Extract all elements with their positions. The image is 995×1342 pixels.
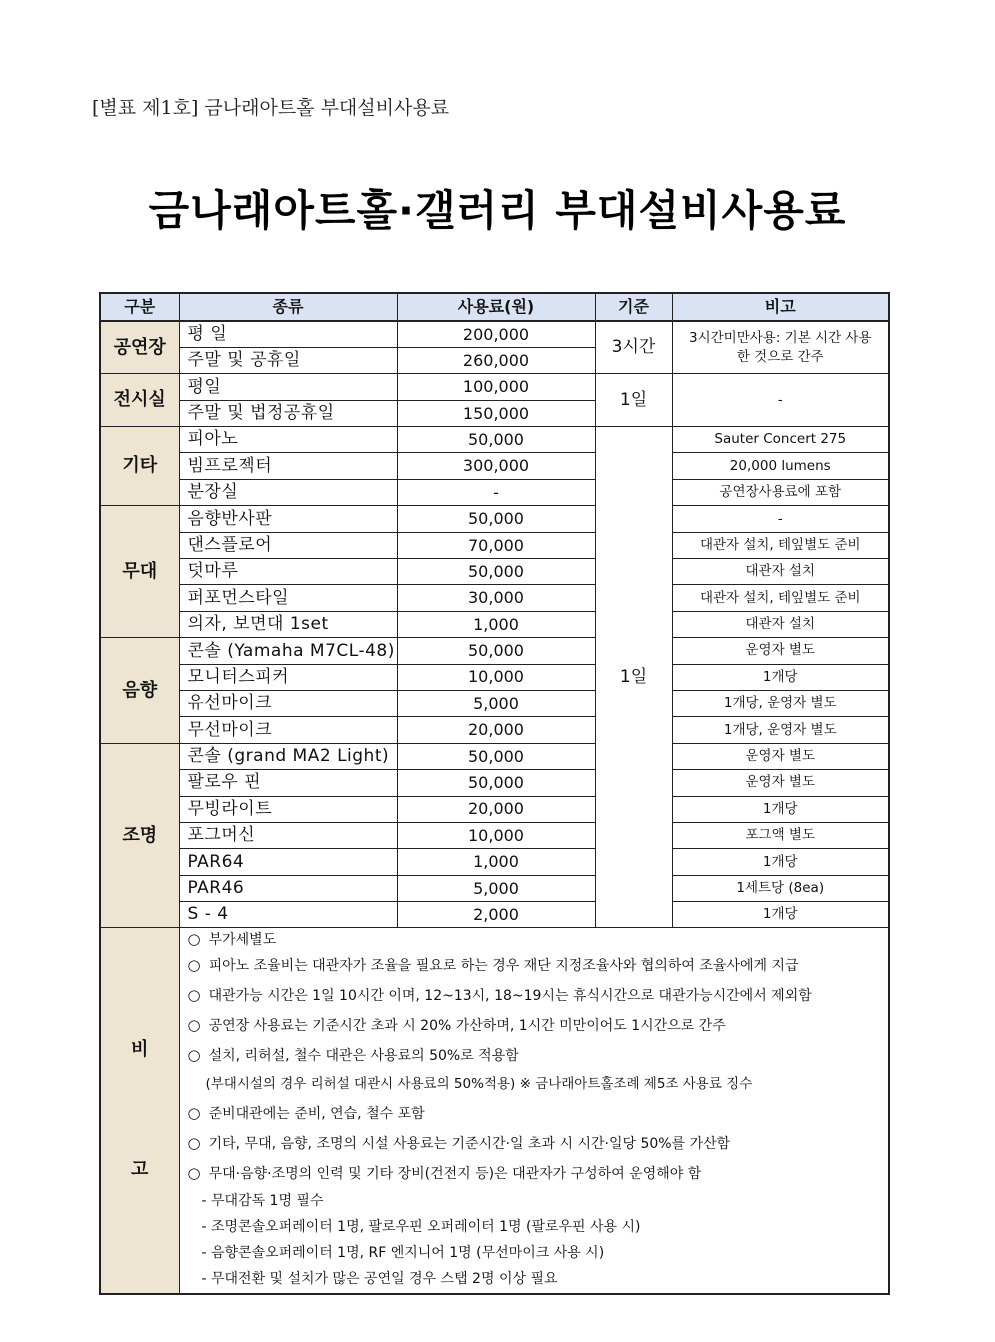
table-row	[100, 453, 889, 479]
remark-item: ○ 공연장 사용료는 기준시간 초과 시 20% 가산하며, 1시간 미만이어도 1시간으로 간주	[187, 1016, 726, 1035]
basis-cell: 3시간	[595, 321, 672, 374]
fee-cell: 50,000	[397, 506, 595, 532]
fee-cell: 50,000	[397, 638, 595, 664]
fee-cell: 260,000	[397, 347, 595, 373]
remark-item: ○ 준비대관에는 준비, 연습, 철수 포함	[187, 1104, 425, 1123]
note-cell: 1개당, 운영자 별도	[672, 690, 889, 716]
remark-dash-item: - 무대전환 및 설치가 많은 공연일 경우 스탭 2명 이상 필요	[201, 1271, 558, 1288]
remark-item: ○ 설치, 리허설, 철수 대관은 사용료의 50%로 적용함	[187, 1046, 519, 1065]
item-cell: 의자, 보면대 1set	[179, 611, 397, 637]
remarks-label-bottom: 고	[131, 1159, 149, 1181]
item-cell: 모니터스피커	[179, 664, 397, 690]
item-cell: S - 4	[179, 902, 397, 928]
fee-cell: 2,000	[397, 902, 595, 928]
item-cell: 피아노	[179, 427, 397, 453]
note-cell: 1개당, 운영자 별도	[672, 717, 889, 743]
header-note: 비고	[672, 293, 889, 321]
fee-cell: 200,000	[397, 321, 595, 347]
header-fee: 사용료(원)	[397, 293, 595, 321]
note-cell: 대관자 설치	[672, 611, 889, 637]
item-cell: 주말 및 공휴일	[179, 347, 397, 373]
category-cell: 전시실	[100, 374, 179, 427]
remark-item: ○ 대관가능 시간은 1일 10시간 이며, 12~13시, 18~19시는 휴식시간으로 대관가능시간에서 제외함	[187, 986, 812, 1005]
table-header-row	[100, 293, 889, 321]
remark-item: ○ 무대·음향·조명의 인력 및 기타 장비(건전지 등)은 대관자가 구성하여 운영해야 함	[187, 1164, 702, 1183]
fee-cell: 20,000	[397, 796, 595, 822]
fee-cell: 300,000	[397, 453, 595, 479]
circle-bullet-icon: ○	[187, 956, 201, 975]
remark-item: ○ 부가세별도	[187, 930, 277, 949]
item-cell: 댄스플로어	[179, 532, 397, 558]
circle-bullet-icon: ○	[187, 930, 201, 949]
note-cell: 1개당	[672, 902, 889, 928]
fee-cell: 5,000	[397, 690, 595, 716]
table-row	[100, 664, 889, 690]
item-cell: 덧마루	[179, 559, 397, 585]
note-cell: -	[672, 374, 889, 427]
circle-bullet-icon: ○	[187, 986, 201, 1005]
remarks-label-top: 비	[131, 1039, 149, 1061]
remarks-row	[100, 928, 889, 1294]
note-cell: 운영자 별도	[672, 770, 889, 796]
category-cell: 조명	[100, 743, 179, 928]
item-cell: 유선마이크	[179, 690, 397, 716]
fee-cell: 10,000	[397, 822, 595, 848]
table-row	[100, 427, 889, 453]
table-row	[100, 822, 889, 848]
item-cell: 포그머신	[179, 822, 397, 848]
remark-subitem: (부대시설의 경우 리허설 대관시 사용료의 50%적용) ※ 금나래아트홀조례 제5조 사용료 징수	[205, 1076, 753, 1093]
item-cell: 음향반사판	[179, 506, 397, 532]
note-cell: -	[672, 506, 889, 532]
item-cell: 무선마이크	[179, 717, 397, 743]
note-cell: 20,000 lumens	[672, 453, 889, 479]
category-cell: 공연장	[100, 321, 179, 374]
fee-cell: 50,000	[397, 743, 595, 769]
note-cell: 1개당	[672, 664, 889, 690]
remarks-cell	[179, 928, 889, 1294]
table-row	[100, 717, 889, 743]
header-category: 구분	[100, 293, 179, 321]
item-cell: 무빙라이트	[179, 796, 397, 822]
item-cell: 평일	[179, 374, 397, 400]
item-cell: PAR46	[179, 875, 397, 901]
header-type: 종류	[179, 293, 397, 321]
table-row	[100, 374, 889, 400]
basis-cell: 1일	[595, 374, 672, 427]
fee-cell: 5,000	[397, 875, 595, 901]
fee-cell: 1,000	[397, 611, 595, 637]
table-row	[100, 585, 889, 611]
remark-item: ○ 피아노 조율비는 대관자가 조율을 필요로 하는 경우 재단 지정조율사와 협의하여 조율사에게 지급	[187, 956, 799, 975]
item-cell: 빔프로젝터	[179, 453, 397, 479]
fee-cell: 50,000	[397, 559, 595, 585]
circle-bullet-icon: ○	[187, 1134, 201, 1153]
basis-cell: 1일	[595, 427, 672, 928]
table-row	[100, 321, 889, 347]
remarks-label-cell	[100, 928, 179, 1294]
note-cell: 공연장사용료에 포함	[672, 479, 889, 505]
note-cell: 1세트당 (8ea)	[672, 875, 889, 901]
item-cell: 팔로우 핀	[179, 770, 397, 796]
item-cell: 콘솔 (grand MA2 Light)	[179, 743, 397, 769]
note-cell: 대관자 설치	[672, 559, 889, 585]
table-row	[100, 611, 889, 637]
table-row	[100, 690, 889, 716]
note-cell: 대관자 설치, 테잎별도 준비	[672, 532, 889, 558]
fee-cell: 30,000	[397, 585, 595, 611]
circle-bullet-icon: ○	[187, 1164, 201, 1183]
table-row	[100, 506, 889, 532]
table-row	[100, 902, 889, 928]
fee-cell: 1,000	[397, 849, 595, 875]
note-cell: 1개당	[672, 849, 889, 875]
table-row	[100, 479, 889, 505]
category-cell: 기타	[100, 427, 179, 506]
note-cell: 3시간미만사용: 기본 시간 사용한 것으로 간주	[672, 321, 889, 374]
note-cell: 운영자 별도	[672, 743, 889, 769]
fee-cell: 50,000	[397, 427, 595, 453]
table-row	[100, 849, 889, 875]
item-cell: 분장실	[179, 479, 397, 505]
item-cell: 퍼포먼스타일	[179, 585, 397, 611]
remark-dash-item: - 조명콘솔오퍼레이터 1명, 팔로우핀 오퍼레이터 1명 (팔로우핀 사용 시)	[201, 1219, 641, 1236]
fee-cell: 20,000	[397, 717, 595, 743]
fee-table	[99, 292, 890, 1295]
header-basis: 기준	[595, 293, 672, 321]
remark-item: ○ 기타, 무대, 음향, 조명의 시설 사용료는 기준시간·일 초과 시 시간·일당 50%를 가산함	[187, 1134, 731, 1153]
table-caption: [별표 제1호] 금나래아트홀 부대설비사용료	[92, 97, 450, 119]
table-row	[100, 796, 889, 822]
category-cell: 무대	[100, 506, 179, 638]
fee-cell: 70,000	[397, 532, 595, 558]
circle-bullet-icon: ○	[187, 1016, 201, 1035]
table-row	[100, 743, 889, 769]
fee-cell: 10,000	[397, 664, 595, 690]
table-row	[100, 532, 889, 558]
item-cell: 주말 및 법정공휴일	[179, 400, 397, 426]
item-cell: 콘솔 (Yamaha M7CL-48)	[179, 638, 397, 664]
category-cell: 음향	[100, 638, 179, 744]
table-row	[100, 638, 889, 664]
remark-dash-item: - 음향콘솔오퍼레이터 1명, RF 엔지니어 1명 (무선마이크 사용 시)	[201, 1245, 605, 1262]
table-row	[100, 559, 889, 585]
table-row	[100, 770, 889, 796]
circle-bullet-icon: ○	[187, 1046, 201, 1065]
fee-cell: 100,000	[397, 374, 595, 400]
note-cell: 대관자 설치, 테잎별도 준비	[672, 585, 889, 611]
note-cell: 운영자 별도	[672, 638, 889, 664]
remark-dash-item: - 무대감독 1명 필수	[201, 1193, 324, 1210]
fee-cell: -	[397, 479, 595, 505]
circle-bullet-icon: ○	[187, 1104, 201, 1123]
document-title: 금나래아트홀·갤러리 부대설비사용료	[148, 186, 847, 235]
table-row	[100, 875, 889, 901]
note-cell: 1개당	[672, 796, 889, 822]
item-cell: 평 일	[179, 321, 397, 347]
fee-cell: 50,000	[397, 770, 595, 796]
item-cell: PAR64	[179, 849, 397, 875]
note-cell: Sauter Concert 275	[672, 427, 889, 453]
fee-cell: 150,000	[397, 400, 595, 426]
note-cell: 포그액 별도	[672, 822, 889, 848]
